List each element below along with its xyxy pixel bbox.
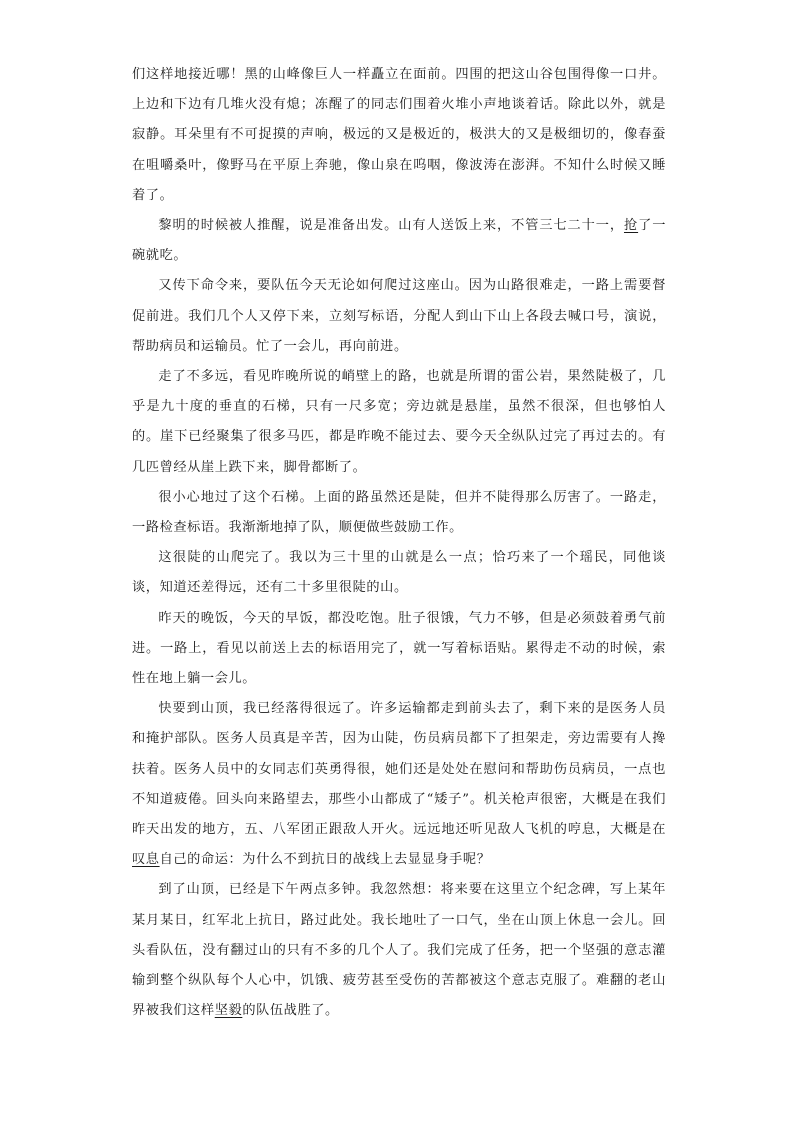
- paragraph-1: [132, 60, 666, 211]
- paragraph-4: [132, 362, 666, 483]
- underlined-word: 抢: [623, 218, 639, 234]
- paragraph-text: 这很陡的山爬完了。我以为三十里的山就是么一点；恰巧来了一个瑶民，同他谈谈，知道还差得远，还有二十多里很陡的山。: [132, 550, 666, 596]
- paragraph-8: [132, 694, 666, 875]
- paragraph-text: 到了山顶，已经是下午两点多钟。我忽然想：将来要在这里立个纪念碑，写上某年某月某日，红军北上抗日，路过此处。我长地吐了一口气，坐在山顶上休息一会儿。回头看队伍，没有翻过山的只有不多的几个人了。我们完成了任务，把一个坚强的意志灌输到整个纵队每个人心中，饥饿、疲劳甚至受伤的苦都被这个意志克服了。难翻的老山界被我们这样: [132, 882, 666, 1019]
- paragraph-text: 走了不多远，看见昨晚所说的峭壁上的路，也就是所谓的雷公岩，果然陡极了，几乎是九十度的垂直的石梯，只有一尺多宽；旁边就是悬崖，虽然不很深，但也够怕人的。崖下已经聚集了很多马匹，都是昨晚不能过去、要今天全纵队过完了再过去的。有几匹曾经从崖上跌下来，脚骨都断了。: [132, 369, 666, 475]
- paragraph-9: [132, 875, 666, 1026]
- paragraph-7: [132, 604, 666, 695]
- paragraph-text: 昨天的晚饭，今天的早饭，都没吃饱。肚子很饿，气力不够，但是必须鼓着勇气前进。一路上，看见以前送上去的标语用完了，就一写着标语贴。累得走不动的时候，索性在地上躺一会儿。: [132, 610, 666, 687]
- paragraph-text: 黎明的时候被人推醒，说是准备出发。山有人送饭上来，不管三七二十一，: [158, 218, 624, 234]
- paragraph-text: 们这样地接近哪！黑的山峰像巨人一样矗立在面前。四围的把这山谷包围得像一口井。上边和下边有几堆火没有熄；冻醒了的同志们围着火堆小声地谈着话。除此以外，就是寂静。耳朵里有不可捉摸的声响，极远的又是极近的，极洪大的又是极细切的，像春蚕在咀嚼桑叶，像野马在平原上奔驰，像山泉在呜咽，像波涛在澎湃。不知什么时候又睡着了。: [132, 67, 666, 203]
- paragraph-text: 自己的命运：为什么不到抗日的战线上去显显身手呢？: [159, 852, 491, 868]
- paragraph-text: 又传下命令来，要队伍今天无论如何爬过这座山。因为山路很难走，一路上需要督促前进。我们几个人又停下来，立刻写标语，分配人到山下山上各段去喊口号，演说，帮助病员和运输员。忙了一会儿，再向前进。: [132, 278, 666, 354]
- paragraph-3: [132, 271, 666, 362]
- underlined-word: 坚毅: [214, 1003, 243, 1019]
- paragraph-2: [132, 211, 666, 271]
- paragraph-text: 很小心地过了这个石梯。上面的路虽然还是陡，但并不陡得那么厉害了。一路走，一路检查标语。我渐渐地掉了队，顺便做些鼓励工作。: [132, 489, 666, 536]
- paragraph-text: 了一碗就吃。: [132, 218, 666, 264]
- document-page: [132, 60, 666, 1027]
- paragraph-6: [132, 543, 666, 603]
- underlined-word: 叹息: [132, 852, 160, 868]
- paragraph-5: [132, 483, 666, 543]
- paragraph-text: 的队伍战胜了。: [242, 1003, 339, 1019]
- paragraph-text: 快要到山顶，我已经落得很远了。许多运输都走到前头去了，剩下来的是医务人员和掩护部队。医务人员真是辛苦，因为山陡，伤员病员都下了担架走，旁边需要有人搀扶着。医务人员中的女同志们英勇得很，她们还是处处在慰问和帮助伤员病员，一点也不知道疲倦。回头向来路望去，那些小山都成了“矮子”。机关枪声很密，大概是在我们昨天出发的地方，五、八军团正跟敌人开火。远远地还听见敌人飞机的哼息，大概是在: [132, 701, 666, 838]
